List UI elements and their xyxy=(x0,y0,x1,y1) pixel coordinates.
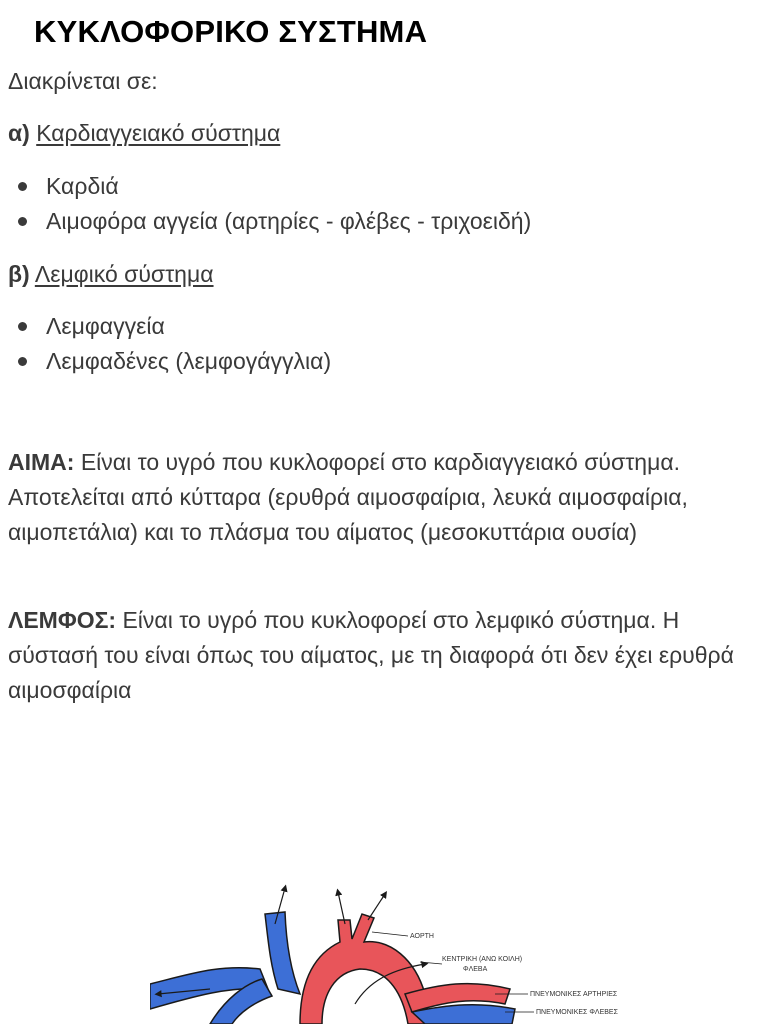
bullet-icon xyxy=(18,182,27,191)
list-item xyxy=(8,169,531,204)
list-item xyxy=(8,204,531,239)
list-item-text: Αιμοφόρα αγγεία (αρτηρίες - φλέβες - τριχοειδή) xyxy=(46,208,532,234)
lymph-text: Είναι το υγρό που κυκλοφορεί στο λεμφικό σύστημα. Η σύστασή του είναι όπως του αίματος, με τη διαφορά ότι δεν έχει ερυθρά αιμοσφαίρια xyxy=(8,607,734,703)
list-item-text: Καρδιά xyxy=(46,173,119,199)
list-item xyxy=(8,309,331,344)
label-vena-cava-2: ΦΛΕΒΑ xyxy=(463,966,488,973)
section-a-marker: α) xyxy=(8,120,30,146)
arrow-up-mid xyxy=(338,892,345,924)
diagram-svg xyxy=(150,884,630,1024)
bullet-icon xyxy=(18,217,27,226)
leader-aorta xyxy=(372,932,408,936)
section-b-marker: β) xyxy=(8,261,30,287)
section-a-list xyxy=(8,169,531,239)
heart-vessels-diagram xyxy=(150,884,630,1024)
section-b-list xyxy=(8,309,331,379)
list-item xyxy=(8,344,331,379)
arrow-up-right xyxy=(368,894,385,920)
bullet-icon xyxy=(18,357,27,366)
label-aorta: ΑΟΡΤΗ xyxy=(410,933,434,940)
lymph-paragraph xyxy=(8,603,763,708)
section-a-heading xyxy=(8,116,280,151)
blood-paragraph xyxy=(8,445,763,550)
section-b-heading xyxy=(8,257,214,292)
section-a-title: Καρδιαγγειακό σύστημα xyxy=(36,120,281,146)
lymph-label: ΛΕΜΦΟΣ: xyxy=(8,607,117,633)
label-pulm-arteries: ΠΝΕΥΜΟΝΙΚΕΣ ΑΡΤΗΡΙΕΣ xyxy=(530,991,618,998)
list-item-text: Λεμφαδένες (λεμφογάγγλια) xyxy=(46,348,332,374)
blood-text: Είναι το υγρό που κυκλοφορεί στο καρδιαγγειακό σύστημα. Αποτελείται από κύτταρα (ερυθρά αιμοσφαίρια, λευκά αιμοσφαίρια, αιμοπετάλια) και το πλάσμα του αίματος (μεσοκυττάρια ουσία) xyxy=(8,449,688,545)
intro-text: Διακρίνεται σε: xyxy=(8,68,158,94)
label-vena-cava-1: ΚΕΝΤΡΙΚΗ (ΑΝΩ ΚΟΙΛΗ) xyxy=(442,956,523,963)
vena-cava-shape xyxy=(265,912,300,994)
blood-label: ΑΙΜΑ: xyxy=(8,449,75,475)
label-pulm-veins: ΠΝΕΥΜΟΝΙΚΕΣ ΦΛΕΒΕΣ xyxy=(536,1009,618,1016)
list-item-text: Λεμφαγγεία xyxy=(46,313,165,339)
page-title: ΚΥΚΛΟΦΟΡΙΚΟ ΣΥΣΤΗΜΑ xyxy=(34,14,428,49)
section-b-title: Λεμφικό σύστημα xyxy=(34,261,214,287)
bullet-icon xyxy=(18,322,27,331)
